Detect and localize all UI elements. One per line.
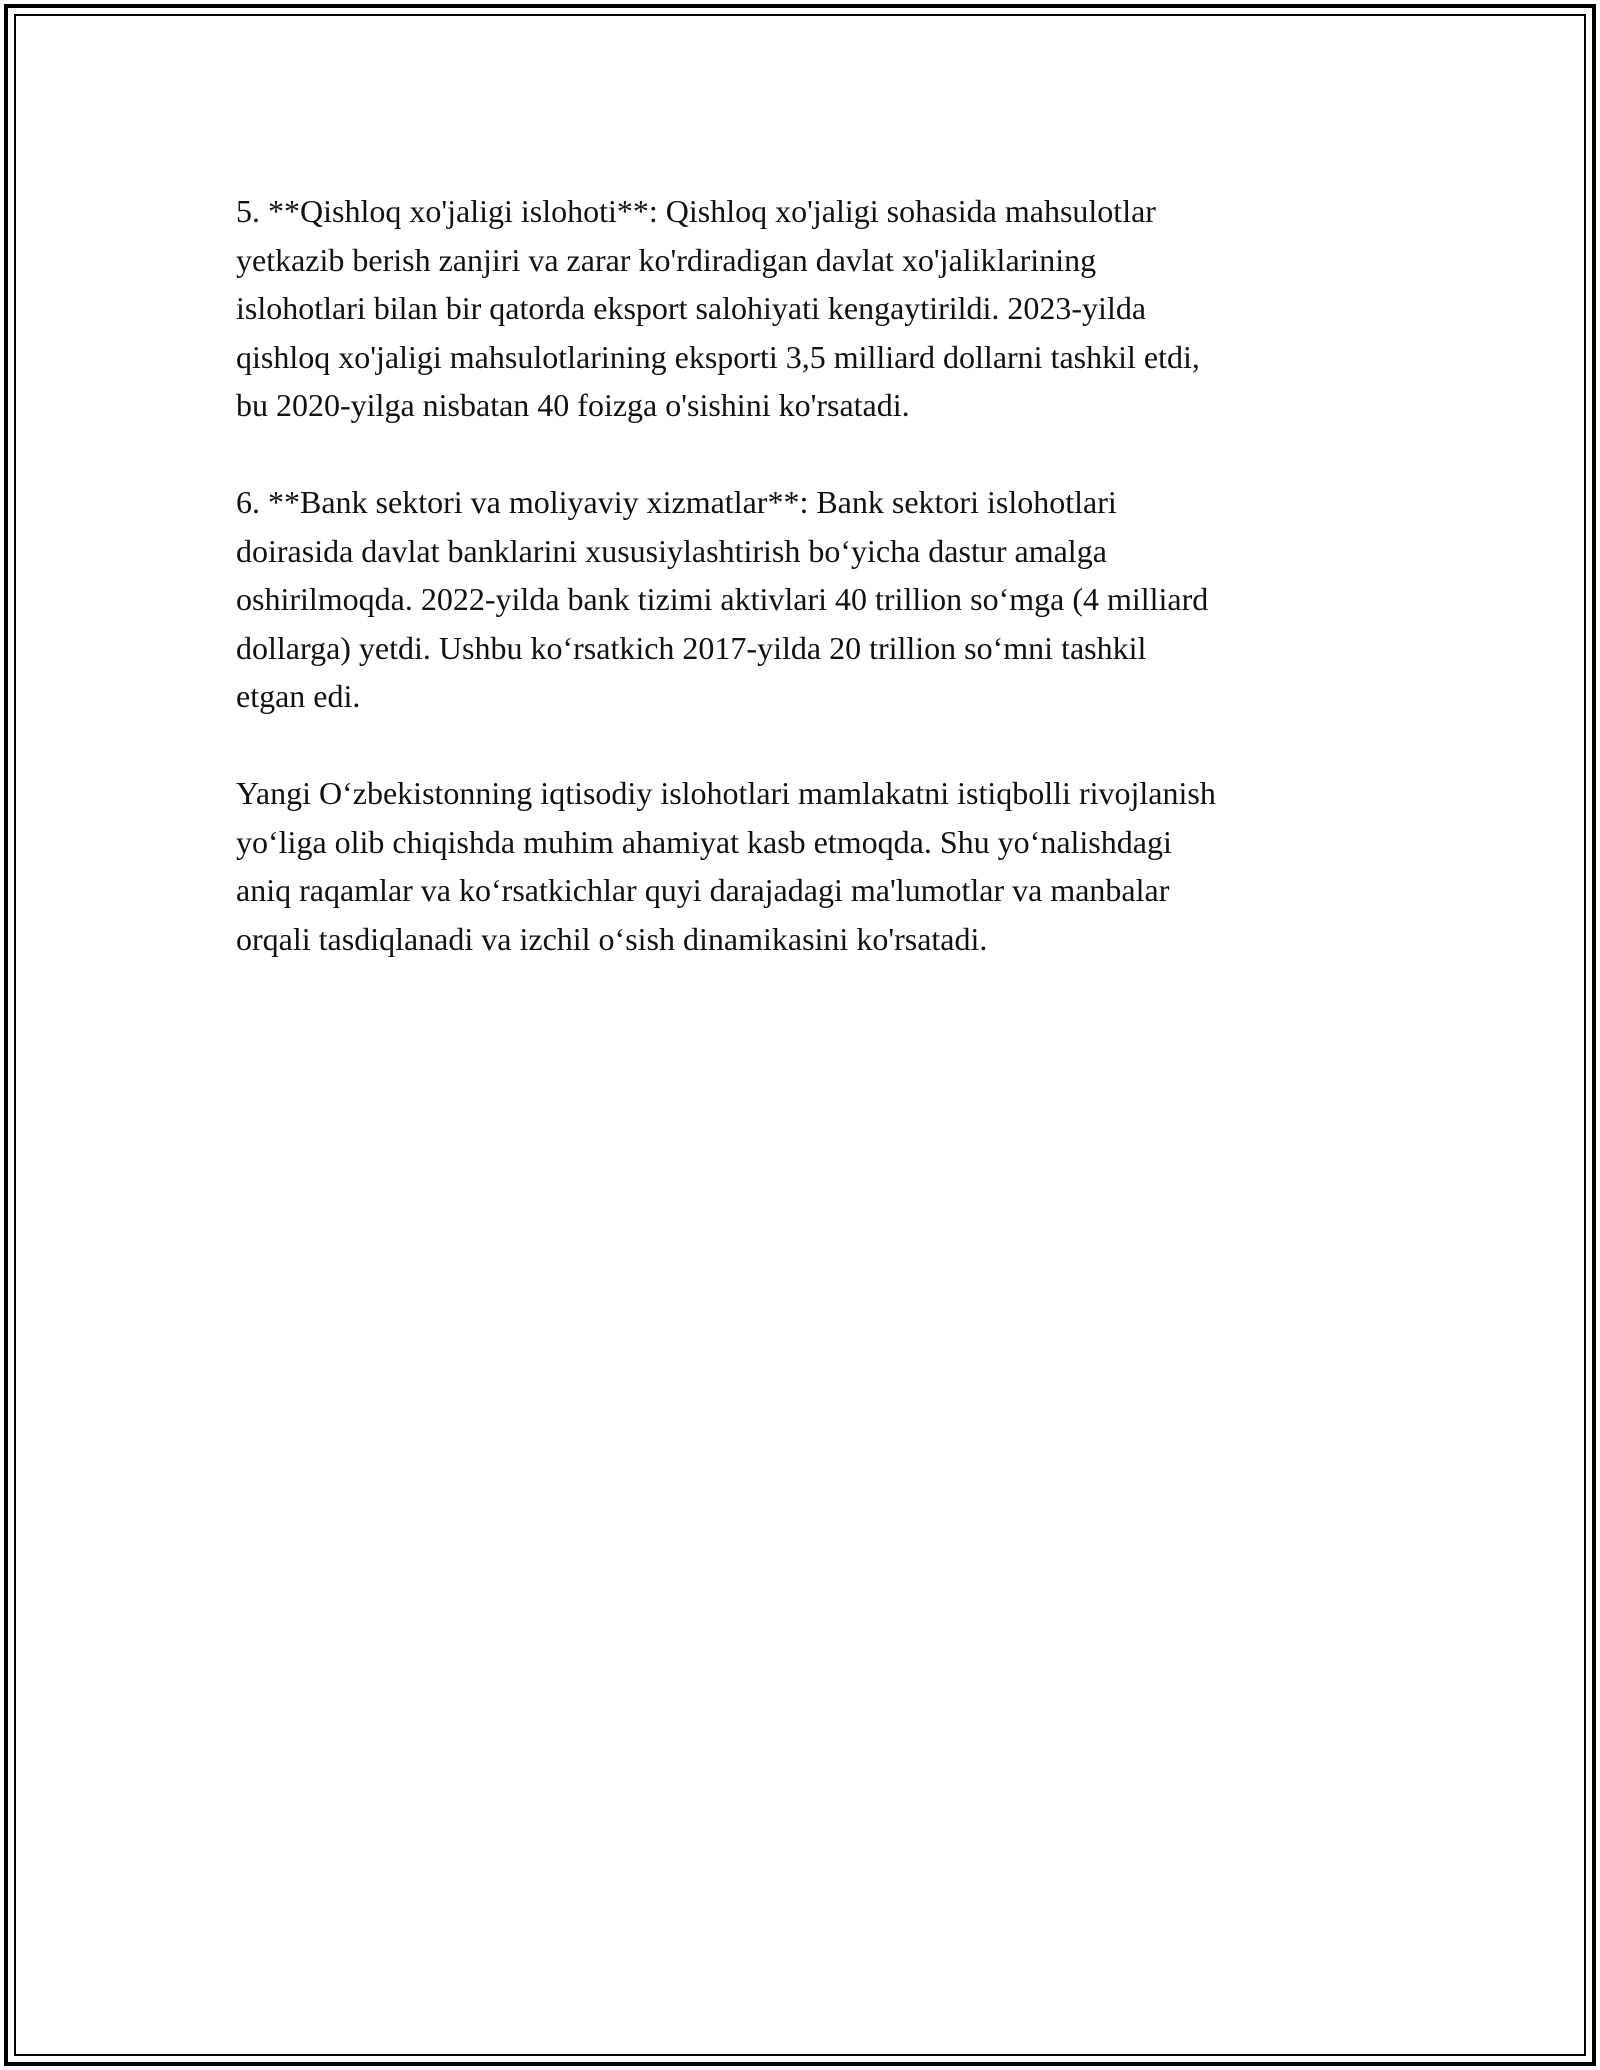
document-body <box>236 187 1396 1012</box>
paragraph-agriculture-reform <box>236 187 1396 430</box>
text-line: 5. **Qishloq xo'jaligi islohoti**: Qishloq xo'jaligi sohasida mahsulotlar <box>236 193 1156 229</box>
text-line: etgan edi. <box>236 678 361 714</box>
text-line: 6. **Bank sektori va moliyaviy xizmatlar**: Bank sektori islohotlari <box>236 484 1117 520</box>
text-line: islohotlari bilan bir qatorda eksport salohiyati kengaytirildi. 2023-yilda <box>236 290 1147 326</box>
paragraph-conclusion <box>236 769 1396 963</box>
text-line: aniq raqamlar va ko‘rsatkichlar quyi darajadagi ma'lumotlar va manbalar <box>236 872 1170 908</box>
text-line: orqali tasdiqlanadi va izchil o‘sish dinamikasini ko'rsatadi. <box>236 920 988 957</box>
text-line: dollarga) yetdi. Ushbu ko‘rsatkich 2017-yilda 20 trillion so‘mni tashkil <box>236 629 1147 666</box>
text-line: Yangi O‘zbekistonning iqtisodiy islohotlari mamlakatni istiqbolli rivojlanish <box>236 775 1216 811</box>
text-line: yo‘liga olib chiqishda muhim ahamiyat kasb etmoqda. Shu yo‘nalishdagi <box>236 823 1172 860</box>
text-line: doirasida davlat banklarini xususiylashtirish bo‘yicha dastur amalga <box>236 532 1107 569</box>
text-line: bu 2020-yilga nisbatan 40 foizga o'sishini ko'rsatadi. <box>236 387 910 423</box>
text-line: yetkazib berish zanjiri va zarar ko'rdiradigan davlat xo'jaliklarining <box>236 241 1097 278</box>
text-line: qishloq xo'jaligi mahsulotlarining eksporti 3,5 milliard dollarni tashkil etdi, <box>236 338 1200 375</box>
text-line: oshirilmoqda. 2022-yilda bank tizimi aktivlari 40 trillion so‘mga (4 milliard <box>236 581 1209 617</box>
paragraph-banking-sector <box>236 478 1396 721</box>
